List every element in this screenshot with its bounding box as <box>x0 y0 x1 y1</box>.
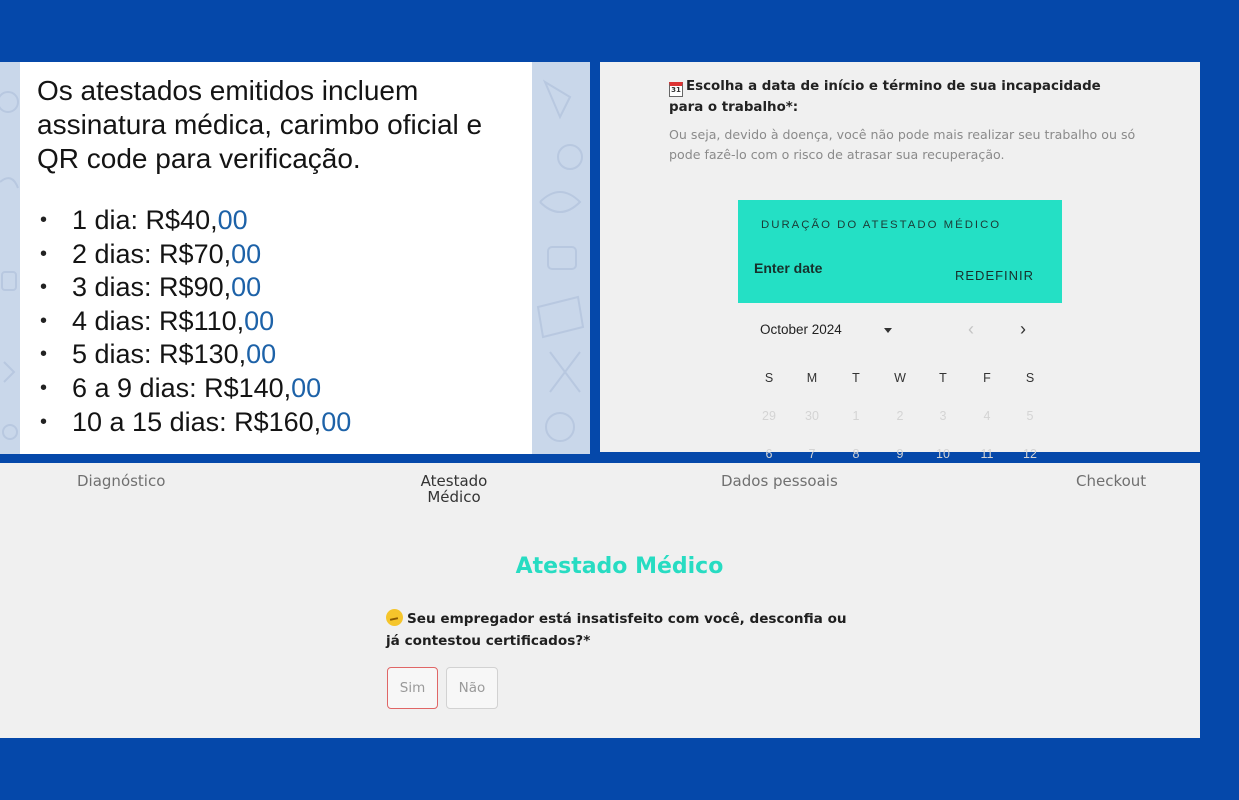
section-title: Atestado Médico <box>515 554 724 579</box>
weekday-header: T <box>852 371 860 385</box>
price-item-6-9-dias: • 6 a 9 dias: R$140,00 <box>37 372 514 406</box>
calendar-day[interactable]: 9 <box>896 447 904 461</box>
calendar-day[interactable]: 8 <box>852 447 860 461</box>
weekday-header: W <box>894 371 906 385</box>
pricing-message-bubble <box>20 62 532 454</box>
month-dropdown-icon[interactable] <box>884 328 892 333</box>
calendar-day[interactable]: 4 <box>983 409 991 423</box>
step-atestado-medico[interactable] <box>404 473 504 505</box>
calendar-day[interactable]: 10 <box>936 447 950 461</box>
price-item-5-dias: • 5 dias: R$130,00 <box>37 338 514 372</box>
step-dados-pessoais[interactable]: Dados pessoais <box>721 472 838 490</box>
calendar-icon: 31 <box>669 82 683 97</box>
next-month-icon[interactable]: › <box>1020 319 1026 339</box>
calendar-day[interactable]: 6 <box>765 447 773 461</box>
price-item-3-dias: • 3 dias: R$90,00 <box>37 271 514 305</box>
calendar-day[interactable]: 5 <box>1026 409 1034 423</box>
price-item-10-15-dias: • 10 a 15 dias: R$160,00 <box>37 406 514 440</box>
calendar-day: 29 <box>762 409 776 423</box>
checkout-step-panel <box>0 463 1200 738</box>
date-question-heading: 31 Escolha a data de início e término de sua incapacidade para o trabalho*: <box>669 79 1101 115</box>
calendar-day: 30 <box>805 409 819 423</box>
step-diagnostico[interactable]: Diagnóstico <box>77 472 166 490</box>
weekday-header: F <box>983 371 991 385</box>
enter-date-field[interactable]: Enter date <box>754 260 823 276</box>
price-item-1-dia: • 1 dia: R$40,00 <box>37 204 514 238</box>
bottom-blue-band <box>0 738 1200 800</box>
reset-button[interactable]: REDEFINIR <box>955 268 1035 283</box>
weekday-header: S <box>764 371 774 385</box>
price-item-2-dias: • 2 dias: R$70,00 <box>37 238 514 272</box>
step-checkout[interactable]: Checkout <box>1076 472 1147 490</box>
chat-message-panel <box>0 62 590 454</box>
calendar-day[interactable]: 3 <box>939 409 947 423</box>
calendar-day[interactable]: 12 <box>1023 447 1037 461</box>
weekday-header: T <box>939 371 947 385</box>
calendar-day[interactable]: 7 <box>808 447 816 461</box>
thinking-face-icon <box>386 609 403 626</box>
calendar-day[interactable]: 2 <box>896 409 904 423</box>
month-year-selector[interactable]: October 2024 <box>760 322 842 337</box>
date-selection-form <box>600 62 1200 461</box>
calendar-day[interactable]: 1 <box>852 409 860 423</box>
weekday-header: M <box>806 371 818 385</box>
employer-question: Seu empregador está insatisfeito com você, desconfia ou já contestou certificados?* <box>386 611 847 649</box>
price-list <box>37 204 514 439</box>
option-sim-button[interactable]: Sim <box>387 667 438 709</box>
prev-month-icon[interactable]: ‹ <box>968 319 974 339</box>
duration-title: DURAÇÃO DO ATESTADO MÉDICO <box>761 219 1002 231</box>
top-blue-band <box>0 0 1200 62</box>
price-item-4-dias: • 4 dias: R$110,00 <box>37 305 514 339</box>
calendar-day[interactable]: 11 <box>980 447 994 461</box>
date-range-picker-header <box>738 200 1062 303</box>
step-atestado-line1: Atestado <box>420 472 488 490</box>
date-question-subtext: Ou seja, devido à doença, você não pode mais realizar seu trabalho ou só pode fazê-lo com o risco de atrasar sua recuperação. <box>669 127 1136 162</box>
message-intro-text: Os atestados emitidos incluem assinatura médica, carimbo oficial e QR code para verificação. <box>37 75 483 174</box>
option-nao-button[interactable]: Não <box>446 667 498 709</box>
step-atestado-line2: Médico <box>427 488 481 506</box>
weekday-header: S <box>1025 371 1035 385</box>
